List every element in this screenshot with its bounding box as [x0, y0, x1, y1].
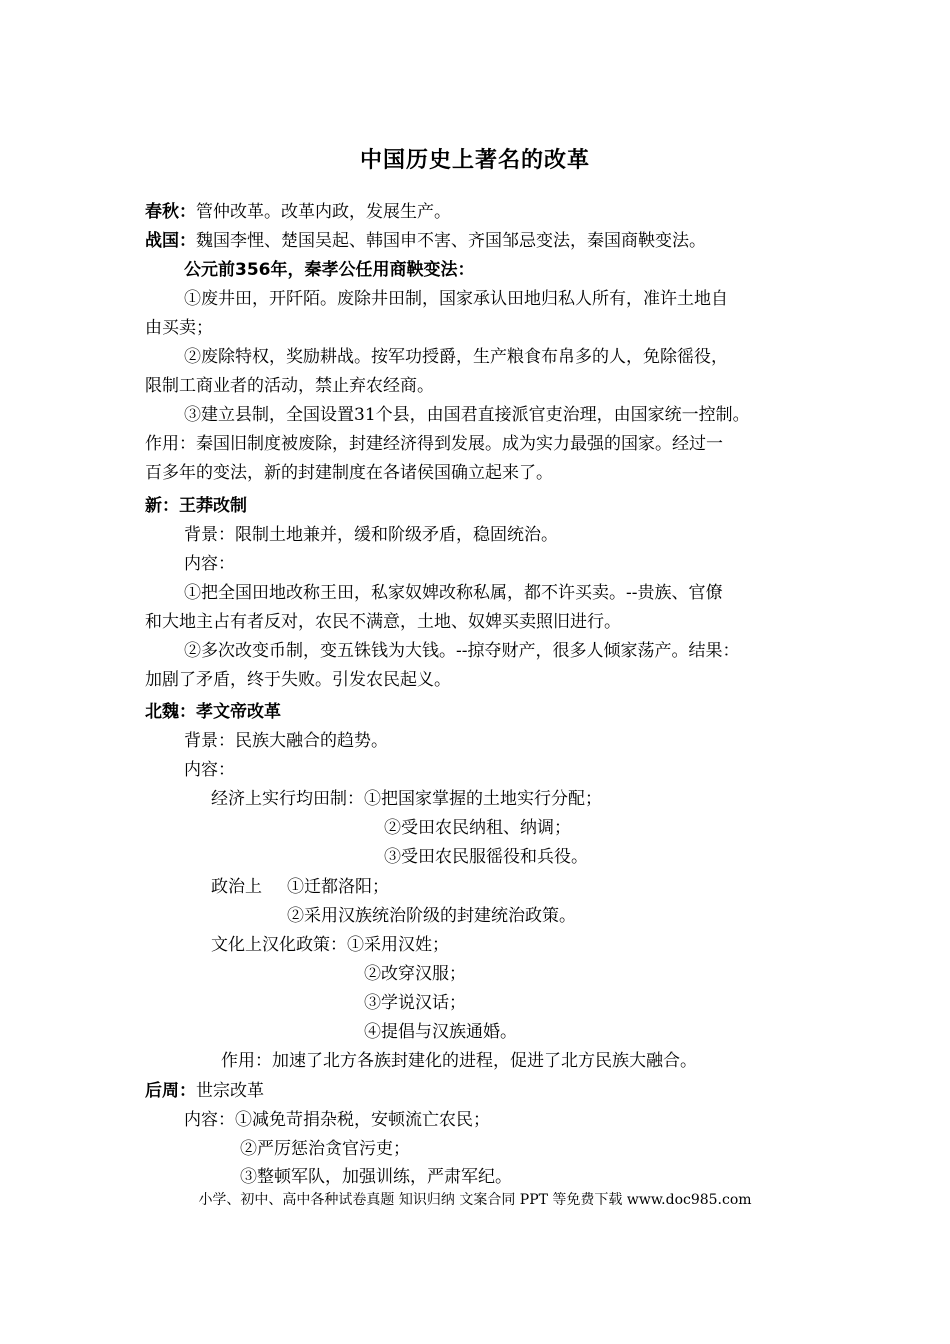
xin-item2-a: ②多次改变币制，变五铢钱为大钱。--掠夺财产，很多人倾家荡产。结果： [184, 641, 740, 661]
shangyang-effect-a: 作用：秦国旧制度被废除，封建经济得到发展。成为实力最强的国家。经过一 [145, 434, 723, 454]
chunqiu-line [145, 201, 451, 223]
chunqiu-label: 春秋： [145, 202, 196, 222]
houzhou-item3: ③整顿军队，加强训练，严肃军纪。 [240, 1167, 512, 1187]
zhanguo-label: 战国： [145, 231, 196, 251]
xin-item1-a: ①把全国田地改称王田，私家奴婢改称私属，都不许买卖。--贵族、官僚 [184, 583, 723, 603]
houzhou-line [145, 1080, 264, 1102]
shangyang-item2-a: ②废除特权，奖励耕战。按军功授爵，生产粮食布帛多的人，免除徭役， [184, 347, 728, 367]
houzhou-label: 后周： [145, 1081, 196, 1101]
shangyang-heading: 公元前356年，秦孝公任用商鞅变法： [184, 260, 475, 280]
xin-label: 新：王莽改制 [145, 496, 247, 516]
beiwei-label: 北魏：孝文帝改革 [145, 702, 281, 722]
beiwei-effect: 作用：加速了北方各族封建化的进程，促进了北方民族大融合。 [221, 1051, 697, 1071]
beiwei-pol-2: ②采用汉族统治阶级的封建统治政策。 [287, 906, 576, 926]
beiwei-econ-2: ②受田农民纳租、纳调； [384, 818, 571, 838]
beiwei-pol-label: 政治上 [211, 877, 262, 897]
shangyang-item2-b: 限制工商业者的活动，禁止弃农经商。 [145, 376, 434, 396]
houzhou-item2: ②严厉惩治贪官污吏； [240, 1139, 410, 1159]
shangyang-item1-a: ①废井田，开阡陌。废除井田制，国家承认田地归私人所有，准许土地自 [184, 289, 728, 309]
beiwei-cul-4: ④提倡与汉族通婚。 [364, 1022, 517, 1042]
houzhou-item1: 内容：①减免苛捐杂税，安顿流亡农民； [184, 1110, 490, 1130]
beiwei-content: 内容： [184, 760, 235, 780]
xin-item1-b: 和大地主占有者反对，农民不满意，土地、奴婢买卖照旧进行。 [145, 612, 621, 632]
beiwei-cul-1: 文化上汉化政策：①采用汉姓； [211, 935, 449, 955]
shangyang-effect-b: 百多年的变法，新的封建制度在各诸侯国确立起来了。 [145, 463, 553, 483]
xin-content: 内容： [184, 554, 235, 574]
beiwei-pol-1: ①迁都洛阳； [287, 877, 389, 897]
page-title: 中国历史上著名的改革 [359, 148, 590, 173]
zhanguo-line [145, 230, 706, 252]
beiwei-econ-1: 经济上实行均田制：①把国家掌握的土地实行分配； [211, 789, 602, 809]
shangyang-item1-b: 由买卖； [145, 318, 213, 338]
beiwei-background: 背景：民族大融合的趋势。 [184, 731, 388, 751]
beiwei-econ-3: ③受田农民服徭役和兵役。 [384, 847, 588, 867]
footer-text: 小学、初中、高中各种试卷真题 知识归纳 文案合同 PPT 等免费下载 www.doc985.com [198, 1192, 752, 1208]
chunqiu-text: 管仲改革。改革内政，发展生产。 [196, 202, 451, 222]
xin-item2-b: 加剧了矛盾，终于失败。引发农民起义。 [145, 670, 451, 690]
zhanguo-text: 魏国李悝、楚国吴起、韩国申不害、齐国邹忌变法，秦国商鞅变法。 [196, 231, 706, 251]
xin-background: 背景：限制土地兼并，缓和阶级矛盾，稳固统治。 [184, 525, 558, 545]
houzhou-text: 世宗改革 [196, 1081, 264, 1101]
beiwei-cul-3: ③学说汉话； [364, 993, 466, 1013]
shangyang-item3: ③建立县制，全国设置31个县，由国君直接派官吏治理，由国家统一控制。 [184, 405, 750, 425]
beiwei-cul-2: ②改穿汉服； [364, 964, 466, 984]
